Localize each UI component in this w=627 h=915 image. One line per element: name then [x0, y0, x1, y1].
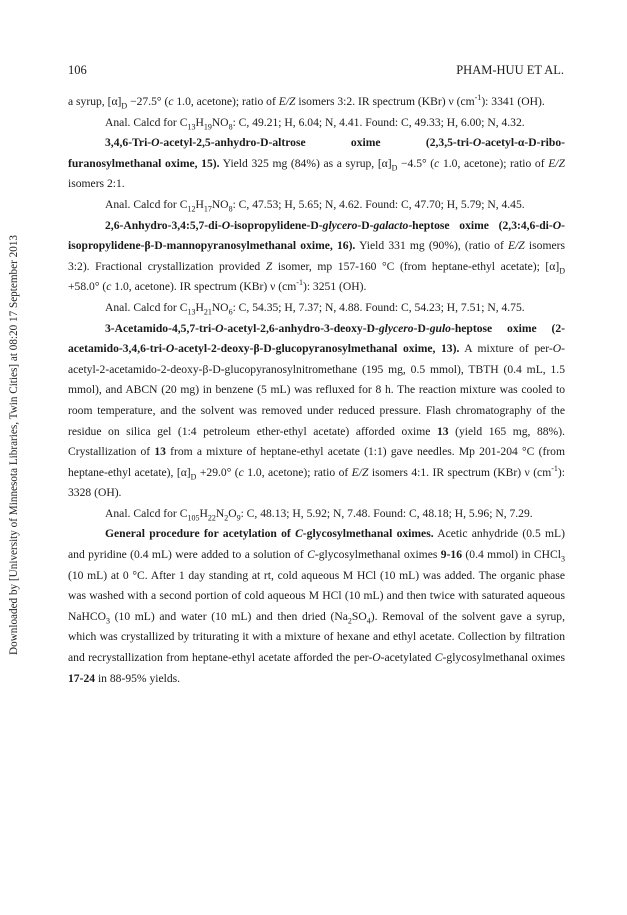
text-run: a syrup, [α]: [68, 95, 122, 108]
text-run: : C, 49.21; H, 6.04; N, 4.41. Found: C, 49.33; H, 6.00; N, 4.32.: [232, 115, 525, 129]
text-run: D: [212, 362, 221, 376]
text-run: +29.0° (: [196, 465, 239, 479]
text-run: -: [357, 218, 362, 232]
text-run: -acetyl-2-deoxy-β-: [174, 342, 264, 356]
text-run: 13: [187, 121, 196, 131]
text-run: 1.0, acetone). IR spectrum (KBr) ν (cm: [111, 280, 297, 294]
text-run: H: [195, 197, 204, 211]
text-run: glycero: [322, 218, 358, 232]
text-run: -altrose oxime (2,3,5-tri-: [268, 136, 473, 150]
text-run: ): 3328 (OH).: [68, 465, 565, 500]
text-run: -acetyl-2,6-anhydro-3-deoxy-: [223, 321, 367, 335]
running-head: PHAM-HUU ET AL.: [456, 63, 564, 77]
text-run: D: [190, 472, 197, 481]
text-run: -glycosylmethanal oximes: [442, 651, 565, 665]
text-run: -mannopyranosylmethanal oxime, 16).: [162, 239, 356, 253]
text-run: E/Z: [351, 465, 369, 479]
text-run: gulo: [429, 321, 451, 335]
text-run: ). Removal of the solvent gave a syrup, which was crystallized by triturating it with a mixture of hexane and ethyl acetate. Collection by filtration and recrystallization from heptane-ethyl acetate afforded the per-: [68, 609, 566, 665]
text-run: -glycosylmethanal oximes.: [302, 527, 434, 541]
text-run: Yield 331 mg (90%), (ratio of: [355, 239, 508, 253]
text-run: 2: [224, 513, 229, 523]
text-run: O: [228, 506, 237, 520]
text-run: -glycosylmethanal oximes: [314, 548, 441, 562]
text-run: c: [434, 156, 440, 170]
paragraph: [68, 216, 565, 298]
text-run: in 88-95% yields.: [95, 671, 181, 685]
text-run: ): 3341 (OH).: [481, 95, 545, 108]
text-run: 3,4,6-Tri-: [105, 136, 152, 150]
page-number: 106: [68, 63, 87, 77]
text-run: −27.5° (: [127, 95, 169, 108]
text-run: 1.0, acetone); ratio of: [173, 95, 279, 108]
text-run: O: [372, 651, 381, 665]
text-run: D: [559, 266, 565, 276]
text-run: isomers 2:1.: [68, 177, 125, 191]
article-body: [68, 92, 565, 689]
text-run: (10 mL) at 0 °C. After 1 day standing at rt, cold aqueous M HCl (10 mL) was added. The organic phase was washed with a second portion of cold aqueous M HCl (10 mL) and then twice with saturated aqueous NaHCO: [68, 568, 565, 623]
text-run: 17-24: [68, 671, 96, 685]
text-run: c: [106, 280, 112, 294]
text-run: C: [295, 527, 303, 541]
text-run: 13: [187, 307, 196, 317]
text-run: −4.5° (: [397, 156, 435, 170]
paragraph: [68, 524, 565, 689]
text-run: -glucopyranosylmethanal oxime, 13).: [271, 342, 460, 356]
text-run: -: [413, 321, 418, 335]
text-run: 2: [347, 616, 352, 626]
text-run: Yield 325 mg (84%) as a syrup, [α]: [219, 156, 392, 170]
text-run: 1.0, acetone); ratio of: [439, 156, 549, 170]
paragraph: [68, 92, 565, 113]
text-run: D: [263, 342, 272, 356]
text-run: O: [472, 136, 482, 150]
download-notice: Downloaded by [University of Minnesota Libraries, Twin Cities] at 08:20 17 September 2013: [8, 234, 20, 656]
text-run: O: [552, 342, 562, 356]
text-run: -1: [474, 93, 482, 103]
text-run: -: [425, 321, 430, 335]
text-run: O: [165, 342, 175, 356]
text-run: E/Z: [508, 239, 525, 253]
text-run: Acetic anhydride (0.5 mL) and pyridine (0.4 mL) were added to a solution of: [68, 527, 565, 562]
text-run: 4: [366, 616, 371, 626]
text-run: Anal. Calcd for C: [105, 115, 188, 129]
download-watermark: [4, 200, 24, 690]
text-run: +58.0° (: [68, 280, 107, 294]
text-run: 8: [228, 204, 233, 214]
text-run: Anal. Calcd for C: [105, 197, 188, 211]
paragraph: [68, 504, 565, 525]
text-run: 9: [236, 513, 241, 523]
text-run: -acetyl-α-: [481, 136, 529, 150]
text-run: (yield 165 mg, 88%). Crystallization of: [68, 424, 565, 459]
paragraph: [68, 195, 565, 216]
text-run: -isopropylidene-: [230, 218, 311, 232]
text-run: H: [199, 506, 208, 520]
text-run: 3: [106, 616, 110, 626]
text-run: O: [151, 136, 160, 150]
text-run: -ribofuranosylmethanal oxime, 15).: [68, 136, 565, 170]
text-run: 13: [154, 445, 166, 459]
text-run: 2,6-Anhydro-3,4:5,7-di-: [105, 218, 222, 232]
text-run: SO: [351, 609, 367, 623]
text-run: D: [310, 218, 319, 232]
text-run: : C, 47.53; H, 5.65; N, 4.62. Found: C, 47.70; H, 5.79; N, 4.45.: [232, 197, 525, 211]
text-run: O: [215, 321, 224, 335]
text-run: D: [154, 239, 163, 253]
text-run: -acetylated: [380, 651, 435, 665]
text-run: c: [238, 465, 244, 479]
text-run: O: [221, 218, 231, 232]
text-run: c: [168, 95, 174, 108]
text-run: N: [215, 506, 225, 520]
text-run: 3: [560, 554, 565, 564]
text-run: -acetyl-2-acetamido-2-deoxy-β-: [68, 342, 565, 376]
text-run: -heptose oxime (2-acetamido-3,4,6-tri-: [68, 321, 565, 356]
text-run: NO: [211, 300, 229, 314]
text-run: D: [121, 101, 128, 111]
text-run: C: [434, 651, 443, 665]
text-run: isomers 3:2). Fractional crystallization provided: [68, 239, 565, 273]
text-run: NO: [211, 197, 229, 211]
paragraph: [68, 319, 565, 504]
text-run: Z: [265, 259, 273, 273]
paragraph: [68, 298, 565, 319]
text-run: 17: [203, 204, 212, 214]
text-run: 22: [207, 513, 216, 523]
text-run: D: [361, 218, 370, 232]
text-run: E/Z: [548, 156, 565, 170]
text-run: D: [391, 163, 398, 173]
text-run: C: [307, 548, 315, 562]
text-run: General procedure for acetylation of: [105, 527, 296, 541]
text-run: 6: [228, 307, 233, 317]
text-run: galacto: [373, 218, 409, 232]
text-run: D: [417, 321, 426, 335]
text-run: -isopropylidene-β-: [68, 218, 565, 253]
page-header: [68, 63, 564, 78]
text-run: 1.0, acetone); ratio of: [243, 465, 352, 479]
text-run: 19: [203, 121, 212, 131]
text-run: isomer, mp 157-160 °C (from heptane-ethyl acetate); [α]: [272, 259, 560, 273]
text-run: -: [318, 218, 323, 232]
paragraph: [68, 113, 565, 134]
text-run: -: [369, 218, 374, 232]
text-run: isomers 3:2. IR spectrum (KBr) ν (cm: [295, 95, 475, 108]
text-run: D: [528, 136, 537, 150]
text-run: -acetyl-2,5-anhydro-: [159, 136, 261, 150]
text-run: Anal. Calcd for C: [105, 300, 188, 314]
text-run: 8: [228, 121, 233, 131]
text-run: 105: [187, 513, 200, 523]
text-run: ): 3251 (OH).: [302, 280, 367, 294]
text-run: (0.4 mmol) in CHCl: [462, 548, 561, 562]
text-run: from a mixture of heptane-ethyl acetate (1:1) gave needles. Mp 201-204 °C (from heptane-ethyl acetate), [α]: [68, 445, 565, 479]
text-run: -glucopyranosylnitromethane (195 mg, 0.5 mmol), TBTH (0.4 mL, 1.5 mmol), and ABCN (20 mg) in benzene (5 mL) was refluxed for 8 h. The reaction mixture was cooled to room temperature, and the solvent was removed under reduced pressure. Flash chromatography of the residue on silica gel (1:4 petroleum ether-ethyl acetate) afforded oxime: [68, 362, 565, 438]
text-run: H: [195, 300, 204, 314]
text-run: (10 mL) and water (10 mL) and then dried (Na: [110, 609, 348, 623]
text-run: -1: [296, 278, 303, 288]
text-run: -heptose oxime (2,3:4,6-di-: [408, 218, 553, 232]
text-run: 13: [437, 424, 449, 438]
text-run: glycero: [378, 321, 414, 335]
text-run: D: [260, 136, 269, 150]
text-run: 3-Acetamido-4,5,7-tri-: [105, 321, 216, 335]
text-run: NO: [211, 115, 229, 129]
text-run: O: [552, 218, 562, 232]
text-run: Anal. Calcd for C: [105, 506, 188, 520]
paragraph: [68, 133, 565, 195]
text-run: A mixture of per-: [459, 342, 553, 356]
text-run: 12: [187, 204, 196, 214]
text-run: -1: [551, 463, 558, 473]
text-run: : C, 48.13; H, 5.92; N, 7.48. Found: C, 48.18; H, 5.96; N, 7.29.: [240, 506, 533, 520]
text-run: isomers 4:1. IR spectrum (KBr) ν (cm: [368, 465, 552, 479]
text-run: H: [195, 115, 204, 129]
text-run: 9-16: [440, 548, 463, 562]
text-run: : C, 54.35; H, 7.37; N, 4.88. Found: C, 54.23; H, 7.51; N, 4.75.: [232, 300, 525, 314]
text-run: -: [374, 321, 379, 335]
text-run: 21: [203, 307, 212, 317]
text-run: E/Z: [278, 95, 296, 108]
text-run: D: [366, 321, 375, 335]
